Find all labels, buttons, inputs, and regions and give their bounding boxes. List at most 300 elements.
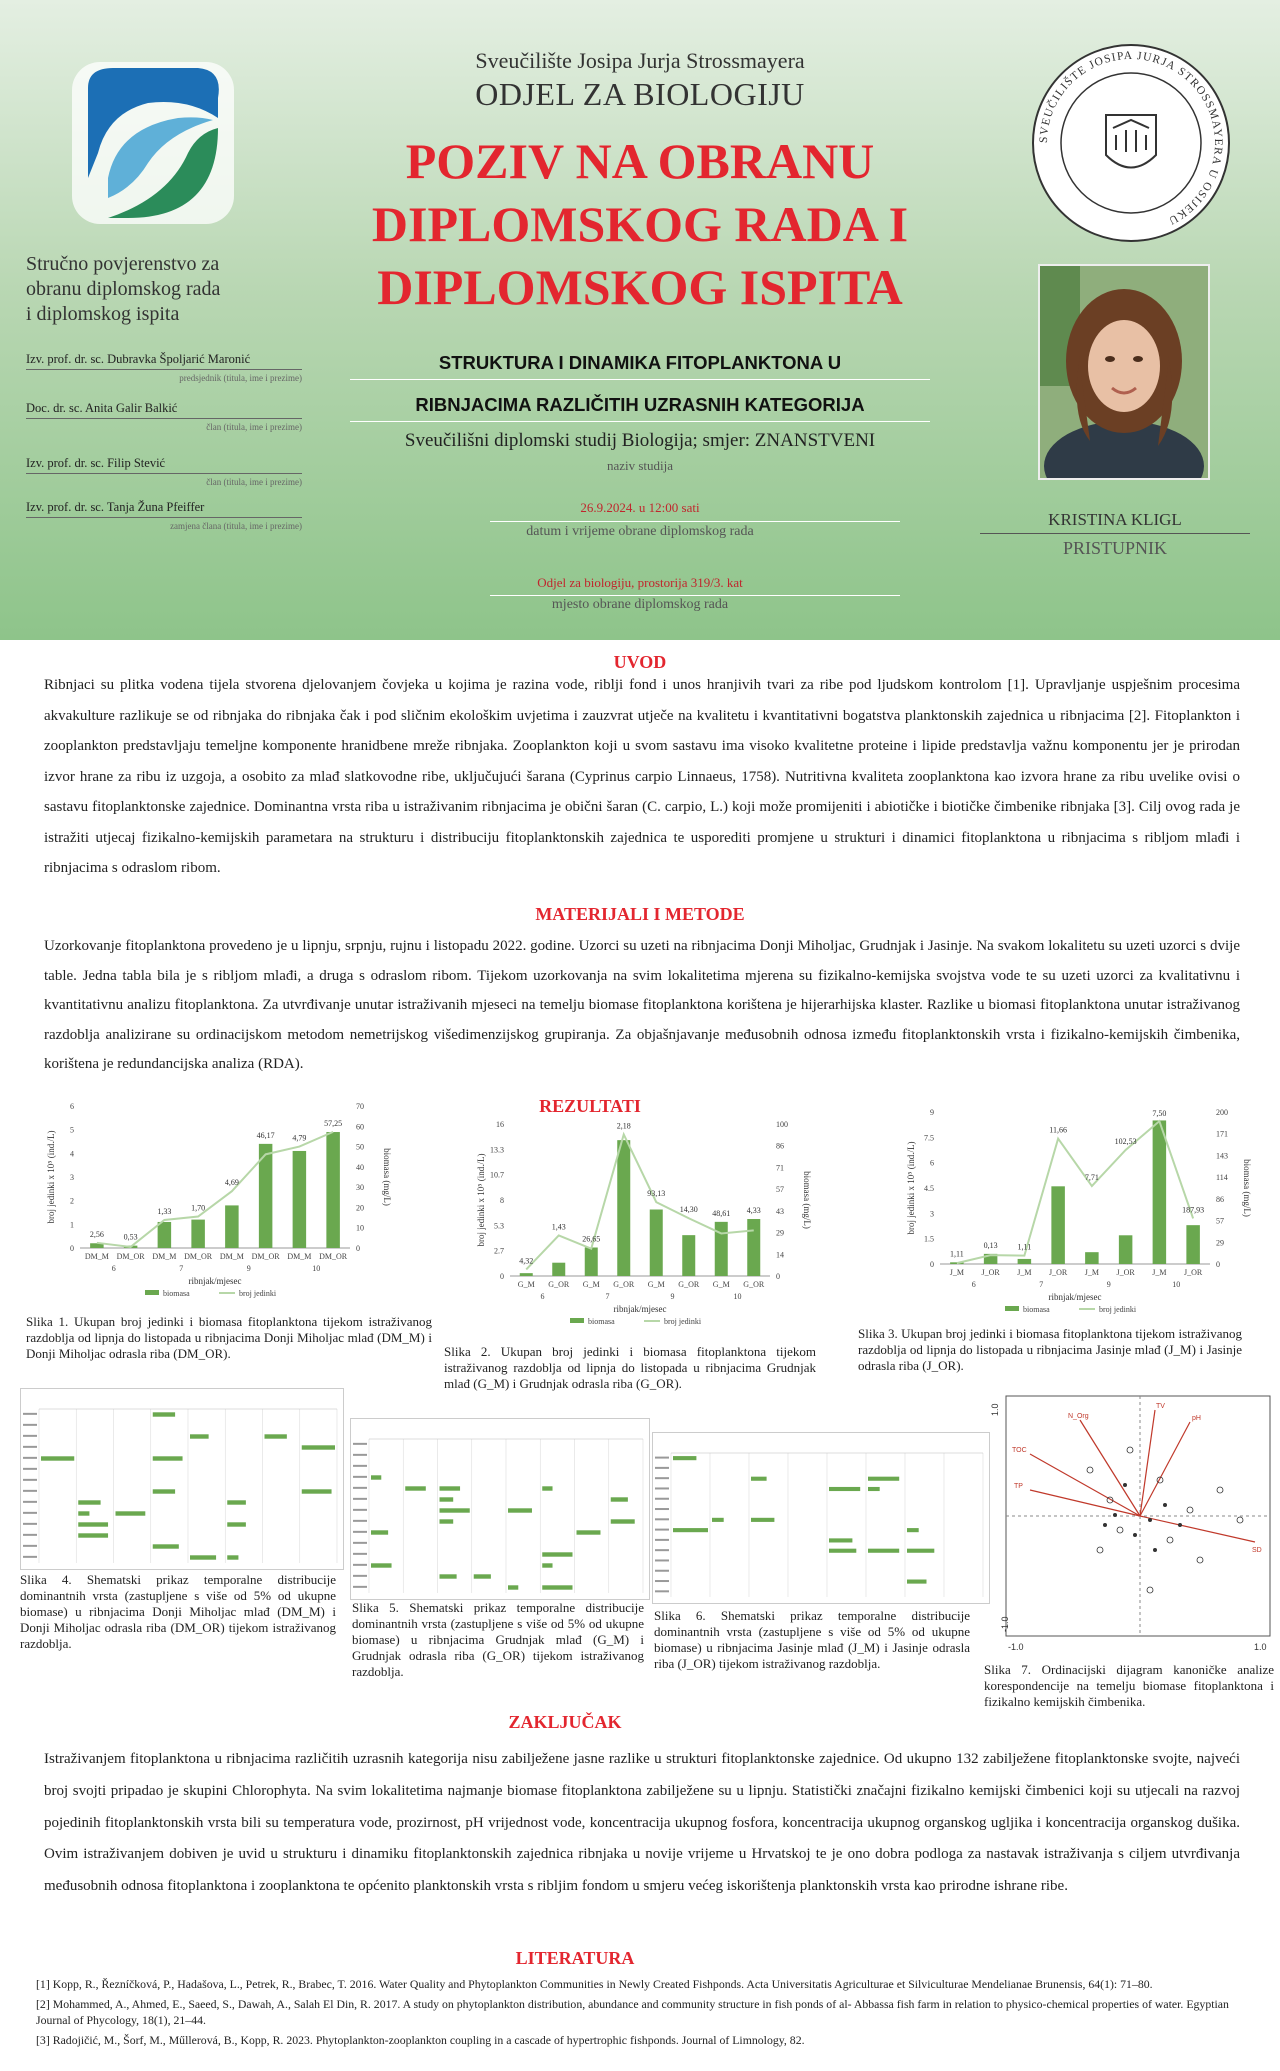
month-label: 7 — [605, 1292, 610, 1301]
month-label: 6 — [971, 1280, 976, 1289]
species-label-mark — [353, 1509, 367, 1511]
y-tick-right: 29 — [1216, 1238, 1224, 1248]
seal-text: SVEUČILIŠTE JOSIPA JURJA STROSSMAYERA U OSIJEKU — [1037, 49, 1225, 227]
dominance-bar — [712, 1518, 724, 1522]
y-tick-right: 70 — [356, 1102, 364, 1111]
species-label-mark — [353, 1487, 367, 1489]
y-axis-title-left: broj jedinki x 10⁵ (ind./L) — [476, 1153, 486, 1247]
bar — [585, 1248, 598, 1277]
dominance-bar — [440, 1497, 454, 1501]
x-axis-title: ribnjak/mjesec — [613, 1304, 667, 1314]
species-label-mark — [23, 1534, 37, 1536]
species-label-mark — [655, 1467, 669, 1469]
bar — [552, 1263, 565, 1276]
x-tick-label: G_M — [647, 1280, 665, 1289]
caption-fig3: Slika 3. Ukupan broj jedinki i biomasa fitoplanktona tijekom istraživanog razdoblja od lipnja do listopada u ribnjacima Jasinje mlađ (J_M) i Jasinje odrasla riba (J_OR). — [858, 1326, 1242, 1373]
reference-item: [1] Kopp, R., Řezníčková, P., Hadašova, L., Petrek, R., Brabec, T. 2016. Water Quality and Phytoplankton Communities in Newly Created Fishponds. Acta Universitatis Agriculturae et Silviculturae Mendelianae Brunensis, 64(1): 71–80. — [36, 1977, 1153, 1991]
species-label-mark — [655, 1559, 669, 1561]
data-label: 1,70 — [191, 1203, 206, 1213]
data-label: 11,66 — [1049, 1125, 1067, 1135]
dominance-bar — [227, 1555, 238, 1559]
y-tick-right: 114 — [1216, 1173, 1228, 1183]
dominance-bar — [440, 1574, 457, 1578]
data-label: 7,50 — [1152, 1109, 1167, 1118]
invitation-line: DIPLOMSKOG ISPITA — [377, 259, 903, 315]
member-role: član (titula, ime i prezime) — [206, 422, 302, 432]
dominance-bar — [371, 1563, 392, 1567]
caption-fig1: Slika 1. Ukupan broj jedinki i biomasa fitoplanktona tijekom istraživanog razdoblja od lipnja do listopada u ribnjacima Donji Miholjac mlađ (DM_M) i Donji Miholjac odrasla riba (DM_OR). — [26, 1314, 432, 1361]
y-tick-left: 5 — [70, 1125, 74, 1135]
vector-label: N_Org — [1068, 1413, 1089, 1420]
species-label-mark — [23, 1523, 37, 1525]
month-label: 10 — [733, 1292, 742, 1301]
x-tick-label: DM_M — [219, 1252, 244, 1261]
vector-label: SD — [1252, 1547, 1262, 1554]
chart-fig1 — [20, 1090, 400, 1310]
committee-member — [26, 456, 302, 487]
x-tick-label: DM_M — [287, 1252, 312, 1261]
caption-fig6: Slika 6. Shematski prikaz temporalne distribucije dominantnih vrsta (zastupljene s više od 5% od ukupne biomase) u ribnjacima Jasinje mlađ (J_M) i Jasinje odrasla riba (J_OR) tijekom istraživanog razdoblja. — [654, 1608, 970, 1671]
species-label-mark — [353, 1575, 367, 1577]
reference-item: [2] Mohammed, A., Ahmed, E., Saeed, S., Dawah, A., Salah El Din, R. 2017. A study on phytoplankton distribution, abundance and community structure in fish ponds of al- Abbassa fish farm in relation to physico-chemical properties of water. Egyptian Journal of Phycology, 18(1), 21–44. — [36, 1997, 1229, 2027]
reference-item: [3] Radojičić, M., Šorf, M., Műllerová, B., Kopp, R. 2023. Phytoplankton-zooplankton coupling in a cascade of hypertrophic fishponds. Journal of Limnology, 82. — [36, 2033, 805, 2047]
x-tick-label: G_M — [517, 1280, 535, 1289]
month-label: 6 — [540, 1292, 545, 1301]
y-axis-title-right: biomasa (mg/L) — [382, 1148, 392, 1206]
member-name: Izv. prof. dr. sc. Tanja Žuna Pfeiffer — [26, 500, 302, 518]
caption-fig7: Slika 7. Ordinacijski dijagram kanoničke analize korespondencije na temelju biomase fitoplanktona i fizikalno kemijskih čimbenika. — [984, 1662, 1274, 1709]
dominance-bar — [474, 1574, 491, 1578]
dominance-bar — [153, 1456, 183, 1460]
x-tick-label: G_OR — [678, 1280, 700, 1289]
y-tick-right: 0 — [356, 1244, 360, 1253]
y-tick-left: 6 — [930, 1158, 934, 1168]
schematic-table-fig5 — [350, 1418, 650, 1600]
dominance-bar — [78, 1500, 100, 1504]
x-tick-label: DM_OR — [184, 1252, 213, 1261]
bar — [682, 1235, 695, 1276]
member-role: predsjednik (titula, ime i prezime) — [179, 373, 302, 383]
x-tick-label: J_OR — [981, 1268, 1000, 1277]
bar — [715, 1222, 728, 1276]
y-tick-left: 2 — [70, 1196, 74, 1206]
bar — [326, 1132, 340, 1248]
committee-title-line: obranu diplomskog rada — [26, 278, 221, 300]
invitation-line: DIPLOMSKOG RADA I — [371, 196, 909, 252]
month-label: 7 — [179, 1264, 184, 1273]
member-name: Izv. prof. dr. sc. Dubravka Špoljarić Maronić — [26, 352, 302, 370]
dominance-bar — [542, 1585, 572, 1589]
chart-fig2 — [450, 1108, 820, 1338]
section-title-conclusion: ZAKLJUČAK — [508, 1712, 622, 1732]
species-label-mark — [23, 1435, 37, 1437]
species-label-mark — [23, 1468, 37, 1470]
bar — [1153, 1120, 1167, 1264]
species-label-mark — [353, 1564, 367, 1566]
dominance-bar — [371, 1530, 388, 1534]
data-label: 46,17 — [256, 1130, 275, 1140]
y-tick-left: 8 — [500, 1196, 504, 1205]
species-label-mark — [655, 1529, 669, 1531]
legend-swatch-bar — [145, 1290, 159, 1295]
data-label: 1,11 — [950, 1249, 964, 1259]
species-label-mark — [655, 1518, 669, 1520]
axis-label-max: 1.0 — [1254, 1642, 1267, 1652]
x-tick-label: J_OR — [1049, 1268, 1068, 1277]
species-label-mark — [353, 1443, 367, 1445]
y-tick-right: 0 — [1216, 1260, 1220, 1269]
x-tick-label: DM_OR — [116, 1252, 145, 1261]
species-label-mark — [655, 1508, 669, 1510]
department-name: ODJEL ZA BIOLOGIJU — [475, 76, 805, 112]
legend-label: broj jedinki — [1099, 1305, 1137, 1314]
data-label: 2,18 — [616, 1121, 631, 1131]
y-tick-left: 4 — [70, 1149, 74, 1159]
dominance-bar — [153, 1489, 175, 1493]
species-label-mark — [655, 1580, 669, 1582]
y-tick-left: 9 — [930, 1108, 934, 1117]
species-label-mark — [23, 1501, 37, 1503]
data-label: 102,53 — [1114, 1137, 1137, 1146]
bar — [191, 1220, 205, 1248]
references-list — [36, 1976, 1246, 2052]
y-tick-right: 20 — [356, 1203, 364, 1213]
legend-label: broj jedinki — [239, 1289, 277, 1298]
y-tick-left: 13.3 — [490, 1145, 504, 1155]
legend-label: biomasa — [588, 1317, 615, 1326]
y-tick-left: 4.5 — [924, 1184, 934, 1193]
dominance-bar — [265, 1434, 287, 1438]
data-label: 4,69 — [224, 1178, 239, 1188]
species-label-mark — [353, 1520, 367, 1522]
species-label-mark — [23, 1424, 37, 1426]
section-title-results: REZULTATI — [539, 1096, 641, 1116]
section-title-methods: MATERIJALI I METODE — [535, 904, 745, 924]
dominance-bar — [542, 1552, 572, 1556]
dominance-bar — [829, 1487, 860, 1491]
dominance-bar — [907, 1549, 934, 1553]
species-label-mark — [655, 1549, 669, 1551]
x-tick-label: J_M — [1084, 1268, 1099, 1277]
data-label: 0,13 — [983, 1240, 998, 1250]
y-tick-left: 7.5 — [924, 1133, 934, 1143]
y-tick-left: 3 — [930, 1209, 934, 1219]
species-label-mark — [23, 1446, 37, 1448]
y-tick-right: 100 — [776, 1120, 788, 1129]
data-label: 4,33 — [746, 1206, 761, 1215]
x-tick-label: J_M — [949, 1268, 964, 1277]
species-label-mark — [655, 1498, 669, 1500]
y-tick-right: 57 — [1216, 1216, 1224, 1226]
x-tick-label: G_M — [582, 1280, 600, 1289]
y-axis-title-left: broj jedinki x 10⁵ (ind./L) — [46, 1130, 56, 1224]
data-label: 0,53 — [123, 1232, 138, 1242]
member-role: član (titula, ime i prezime) — [206, 477, 302, 487]
data-label: 1,43 — [551, 1222, 566, 1232]
dominance-bar — [440, 1519, 454, 1523]
y-axis-title-right: biomasa (mg/L) — [1242, 1159, 1252, 1217]
data-label: 93,13 — [647, 1189, 666, 1199]
y-tick-right: 60 — [356, 1122, 364, 1132]
x-tick-label: DM_OR — [251, 1252, 280, 1261]
ordination-diagram — [990, 1390, 1280, 1656]
y-tick-left: 2.7 — [494, 1246, 504, 1256]
y-tick-right: 171 — [1216, 1129, 1228, 1139]
thesis-title-line2: RIBNJACIMA RAZLIČITIH UZRASNIH KATEGORIJA — [350, 394, 930, 422]
species-label-mark — [655, 1539, 669, 1541]
dominance-bar — [190, 1434, 209, 1438]
committee-member — [26, 500, 302, 531]
bar — [520, 1273, 533, 1276]
species-label-mark — [23, 1556, 37, 1558]
x-tick-label: G_OR — [548, 1280, 570, 1289]
y-tick-left: 5.3 — [494, 1221, 504, 1231]
candidate-name: KRISTINA KLIGL — [980, 510, 1250, 534]
species-label-mark — [353, 1553, 367, 1555]
vector-label: TOC — [1012, 1447, 1027, 1454]
committee-title-line: i diplomskog ispita — [26, 303, 180, 325]
species-label-mark — [353, 1586, 367, 1588]
legend-label: biomasa — [1023, 1305, 1050, 1314]
study-program: Sveučilišni diplomski studij Biologija; smjer: ZNANSTVENI — [404, 430, 876, 451]
y-tick-right: 30 — [356, 1183, 364, 1193]
data-label: 4,32 — [519, 1256, 534, 1266]
defense-datetime: 26.9.2024. u 12:00 sati — [580, 500, 700, 515]
dominance-bar — [371, 1475, 381, 1479]
x-tick-label: G_OR — [613, 1280, 635, 1289]
section-title-references: LITERATURA — [515, 1948, 635, 1968]
defense-place: Odjel za biologiju, prostorija 319/3. kat — [537, 575, 743, 590]
bar — [293, 1151, 307, 1248]
species-label-mark — [353, 1498, 367, 1500]
y-tick-right: 14 — [776, 1250, 784, 1260]
x-axis-title: ribnjak/mjesec — [1048, 1292, 1102, 1302]
y-tick-right: 86 — [1216, 1194, 1224, 1204]
x-tick-label: J_M — [1152, 1268, 1167, 1277]
legend-label: biomasa — [163, 1289, 190, 1298]
dominance-bar — [405, 1486, 426, 1490]
member-name: Doc. dr. sc. Anita Galir Balkić — [26, 401, 302, 419]
university-name: Sveučilište Josipa Jurja Strossmayera — [475, 48, 805, 73]
species-label-mark — [655, 1477, 669, 1479]
invitation-title — [320, 130, 960, 319]
dominance-bar — [190, 1555, 216, 1559]
y-tick-right: 57 — [776, 1185, 784, 1195]
month-label: 9 — [1106, 1280, 1111, 1289]
x-axis-title: ribnjak/mjesec — [188, 1276, 242, 1286]
month-label: 6 — [111, 1264, 116, 1273]
dominance-bar — [829, 1538, 852, 1542]
species-label-mark — [353, 1465, 367, 1467]
y-tick-right: 43 — [776, 1206, 784, 1216]
methods-text: Uzorkovanje fitoplanktona provedeno je u lipnju, srpnju, rujnu i listopadu 2022. godine. Uzorci su uzeti na ribnjacima Donji Miholjac, Grudnjak i Jasinje. Na svakom lokalitetu su uzeti uzorci s dvije table. Jedna tabla bila je s ribljom mlađi, a druga s odraslom ribom. Tijekom uzorkovanja na svim lokalitetima mjerena su fizikalno-kemijska svojstva vode te su uzeti uzorci za kvalitativnu i kvantitativnu analizu fitoplanktona. Za utvrđivanje unutar istraživanih mjeseci na temelju biomase fitoplanktona korištena je hijerarhijska klaster. Razlike u biomasi fitoplanktona unutar istraživanog razdoblja analizirane su ordinacijskom metodom nemetrijskog višedimenzijskog grupiranja. Za objašnjavanje međusobnih odnosa između fitoplanktonskih vrsta i fizikalno-kemijskih čimbenika, korištena je redundancijska analiza (RDA). — [44, 938, 1240, 1072]
vector-label: TP — [1014, 1483, 1023, 1490]
dominance-bar — [907, 1528, 919, 1532]
data-label: 2,56 — [89, 1229, 104, 1239]
invitation-line: POZIV NA OBRANU — [405, 133, 875, 189]
university-seal — [1028, 40, 1234, 246]
dominance-bar — [302, 1489, 332, 1493]
dominance-bar — [542, 1563, 552, 1567]
member-role: zamjena člana (titula, ime i prezime) — [170, 521, 302, 531]
month-label: 10 — [1172, 1280, 1181, 1289]
department-logo — [68, 58, 238, 228]
place-label: mjesto obrane diplomskog rada — [551, 597, 729, 612]
dominance-bar — [153, 1544, 179, 1548]
species-label-mark — [353, 1476, 367, 1478]
committee-title-line: Stručno povjerenstvo za — [26, 253, 220, 275]
dominance-bar — [78, 1533, 108, 1537]
dominance-bar — [673, 1456, 696, 1460]
y-tick-right: 10 — [356, 1223, 364, 1233]
schematic-table-fig4 — [20, 1388, 344, 1570]
data-label: 1,11 — [1017, 1242, 1032, 1252]
schematic-table-fig6 — [652, 1432, 990, 1604]
species-label-mark — [23, 1457, 37, 1459]
caption-fig5: Slika 5. Shematski prikaz temporalne distribucije dominantnih vrsta (zastupljene s više od 5% od ukupne biomase) u ribnjacima Grudnjak mlađ (G_M) i Grudnjak odrasla riba (G_OR) tijekom istraživanog razdoblja. — [352, 1600, 644, 1679]
caption-fig2: Slika 2. Ukupan broj jedinki i biomasa fitoplanktona tijekom istraživanog razdoblja od lipnja do listopada u ribnjacima Grudnjak mlađ (G_M) i Grudnjak odrasla riba (G_OR). — [444, 1344, 816, 1391]
species-label-mark — [655, 1457, 669, 1459]
y-tick-right: 86 — [776, 1141, 784, 1151]
legend-label: broj jedinki — [664, 1317, 702, 1326]
bar — [1119, 1235, 1133, 1264]
x-tick-label: G_M — [712, 1280, 730, 1289]
x-tick-label: G_OR — [743, 1280, 765, 1289]
data-label: 187,93 — [1182, 1205, 1205, 1215]
dominance-bar — [751, 1518, 774, 1522]
y-tick-left: 0 — [70, 1244, 74, 1253]
dominance-bar — [78, 1522, 108, 1526]
y-tick-left: 10.7 — [490, 1170, 504, 1180]
species-label-mark — [23, 1479, 37, 1481]
month-label: 10 — [312, 1264, 321, 1273]
bar — [747, 1219, 760, 1276]
x-tick-label: DM_OR — [319, 1252, 348, 1261]
section-title-intro: UVOD — [613, 652, 667, 672]
dominance-bar — [868, 1487, 880, 1491]
species-label-mark — [655, 1590, 669, 1592]
datetime-label: datum i vrijeme obrane diplomskog rada — [526, 524, 754, 539]
committee-title — [26, 252, 286, 327]
y-tick-left: 16 — [496, 1120, 504, 1129]
data-label: 14,30 — [679, 1205, 698, 1215]
dominance-bar — [907, 1580, 927, 1584]
y-axis-title-left: broj jedinki x 10⁵ (ind./L) — [906, 1141, 916, 1235]
chart-fig3 — [880, 1096, 1260, 1326]
species-label-mark — [23, 1490, 37, 1492]
bar — [1085, 1252, 1099, 1264]
y-tick-left: 1.5 — [924, 1234, 934, 1244]
y-tick-right: 29 — [776, 1228, 784, 1238]
dominance-bar — [302, 1445, 335, 1449]
y-axis-title-right: biomasa (mg/L) — [802, 1171, 812, 1229]
data-label: 48,61 — [712, 1208, 731, 1218]
axis-label-max: 1.0 — [990, 1403, 1000, 1416]
y-tick-right: 0 — [776, 1272, 780, 1281]
dominance-bar — [611, 1497, 628, 1501]
dominance-bar — [751, 1477, 767, 1481]
species-label-mark — [23, 1413, 37, 1415]
bar — [1018, 1259, 1032, 1264]
y-tick-right: 200 — [1216, 1108, 1228, 1117]
month-label: 9 — [246, 1264, 251, 1273]
dominance-bar — [508, 1508, 532, 1512]
y-tick-left: 1 — [70, 1220, 74, 1230]
intro-text: Ribnjaci su plitka vodena tijela stvorena djelovanjem čovjeka u kojima je razina vode, riblji fond i unos hranjivih tvari za ribe pod ljudskom kontrolom [1]. Upravljanje uspješnim procesima akvakulture razlikuje se od ribnjaka do ribnjaka čak i pod sličnim ekološkim uvjetima i zauzvrat utječe na kvalitetu i kvantitativni bogatstva planktonskih zajednica u ribnjacima [2]. Fitoplankton i zooplankton predstavljaju temeljne komponente hranidbene mreže ribnjaka. Zooplankton koji u svom sastavu ima visoko kvalitetne proteine i lipide predstavlja važnu komponentu jer je prirodan izvor hrane za ribu iz uzgoja, a osobito za mlađ slatkovodne ribe, uključujući šarana (Cyprinus carpio Linnaeus, 1758). Nutritivna kvaliteta zooplanktona kao izvora hrane za ribu uvelike ovisi o sastavu fitoplanktonske zajednice. Dominantna vrsta riba u istraživanim ribnjacima je obični šaran (C. carpio, L.) koji može promijeniti i abiotičke i biotičke čimbenike ribnjaka [3]. Cilj ovog rada je istražiti utjecaj fizikalno-kemijskih parametara na strukturu i distribuciju fitoplanktonskih zajednica te usporediti promjene u strukturi i dinamici fitoplanktona u ribnjacima s ribljom mlađi i ribnjacima s odraslom ribom. — [44, 677, 1240, 876]
bar — [225, 1205, 239, 1248]
candidate-label: PRISTUPNIK — [1062, 538, 1168, 558]
data-label: 7,71 — [1084, 1173, 1099, 1183]
vector-label: TV — [1156, 1403, 1165, 1410]
x-tick-label: J_OR — [1116, 1268, 1135, 1277]
data-label: 4,79 — [292, 1133, 307, 1143]
bar — [158, 1222, 172, 1248]
month-label: 9 — [670, 1292, 675, 1301]
committee-member — [26, 352, 302, 383]
y-tick-left: 0 — [930, 1260, 934, 1269]
dominance-bar — [508, 1585, 518, 1589]
dominance-bar — [227, 1522, 246, 1526]
committee-member — [26, 401, 302, 432]
x-tick-label: DM_M — [84, 1252, 109, 1261]
dominance-bar — [440, 1508, 470, 1512]
divider — [490, 595, 900, 596]
data-label: 26,65 — [582, 1234, 601, 1244]
member-name: Izv. prof. dr. sc. Filip Stević — [26, 456, 302, 474]
y-tick-left: 3 — [70, 1173, 74, 1182]
species-label-mark — [655, 1570, 669, 1572]
y-tick-left: 0 — [500, 1272, 504, 1281]
axis-label-min: -1.0 — [1000, 1616, 1010, 1632]
x-tick-label: J_OR — [1184, 1268, 1203, 1277]
dominance-bar — [868, 1549, 899, 1553]
vector-label: pH — [1192, 1415, 1201, 1422]
y-tick-left: 6 — [70, 1102, 74, 1111]
dominance-bar — [41, 1456, 74, 1460]
bar — [650, 1210, 663, 1277]
y-tick-right: 71 — [776, 1163, 784, 1173]
data-label: 57,25 — [324, 1118, 343, 1128]
dominance-bar — [440, 1486, 461, 1490]
species-label-mark — [353, 1531, 367, 1533]
dominance-bar — [227, 1500, 246, 1504]
x-tick-label: DM_M — [152, 1252, 177, 1261]
dominance-bar — [868, 1477, 899, 1481]
bar — [1186, 1225, 1200, 1264]
y-tick-right: 143 — [1216, 1151, 1228, 1161]
bar — [1051, 1186, 1065, 1264]
species-label-mark — [353, 1454, 367, 1456]
thesis-title-line1: STRUKTURA I DINAMIKA FITOPLANKTONA U — [350, 352, 930, 380]
legend-swatch-bar — [1005, 1306, 1019, 1311]
bar — [617, 1140, 630, 1276]
dominance-bar — [116, 1511, 146, 1515]
study-label: naziv studija — [606, 458, 674, 473]
conclusion-text: Istraživanjem fitoplanktona u ribnjacima različitih uzrasnih kategorija nisu zabilježene jasne razlike u strukturi fitoplanktonske zajednice. Od ukupno 132 zabilježene fitoplanktonske svojte, najveći broj svojti pripadao je skupini Chlorophyta. Na svim lokalitetima najmanje biomase fitoplanktona zabilježene su u lipnju. Statistički značajni fizikalno kemijski čimbenici koji su utjecali na razvoj pojedinih fitoplanktonskih vrsta bili su temperatura vode, prozirnost, pH vrijednost vode, koncentracija ukupnog fosfora, koncentracija ukupnog organskog ugljika i koncentracija organskog dušika. Ovim istraživanjem dobiven je uvid u strukturu i dinamiku fitoplanktonskih zajednica ribnjaka u novije vrijeme u Hrvatskoj te je ono dobra podloga za nastavak istraživanja s ciljem utvrđivanja međusobnih odnosa fitoplanktona i zooplanktona te općenito planktonskih vrsta s ribljim fondom u smjeru većeg iskorištenja planktonskih vrsta kao prirodne ishrane ribe. — [44, 1751, 1240, 1895]
dominance-bar — [577, 1530, 601, 1534]
dominance-bar — [611, 1519, 635, 1523]
caption-fig4: Slika 4. Shematski prikaz temporalne distribucije dominantnih vrsta (zastupljene s više od 5% od ukupne biomase) u ribnjacima Donji Miholjac mlađ (DM_M) i Donji Miholjac odrasla riba (DM_OR) tijekom istraživanog razdoblja. — [20, 1572, 336, 1651]
dominance-bar — [153, 1412, 175, 1416]
month-label: 7 — [1039, 1280, 1044, 1289]
data-label: 1,33 — [157, 1207, 172, 1217]
y-tick-right: 40 — [356, 1162, 364, 1172]
x-tick-label: J_M — [1017, 1268, 1032, 1277]
divider — [490, 521, 900, 522]
dominance-bar — [829, 1549, 856, 1553]
axis-label-min: -1.0 — [1008, 1642, 1024, 1652]
species-label-mark — [353, 1542, 367, 1544]
